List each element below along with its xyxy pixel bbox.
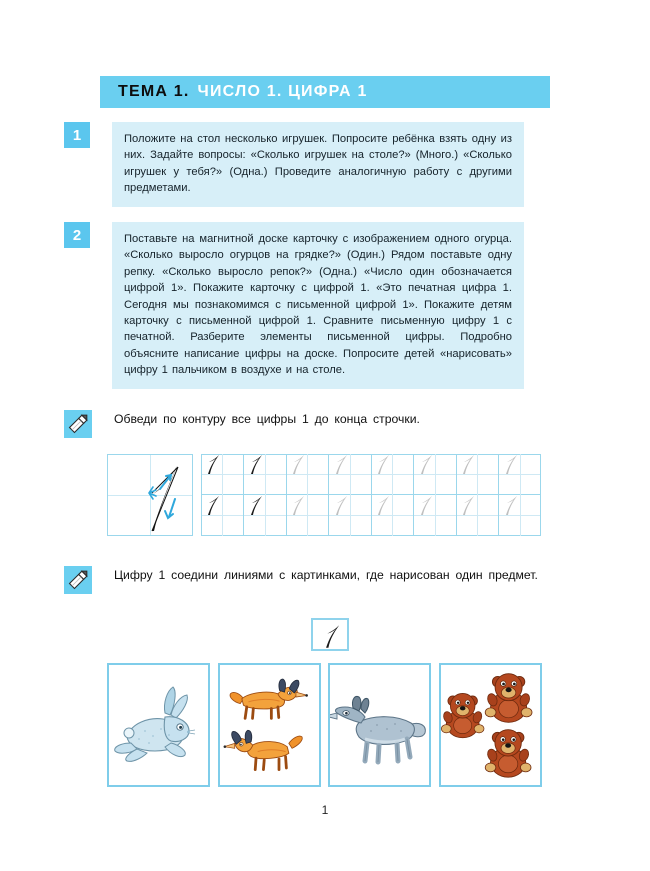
grid-vline	[350, 454, 351, 536]
grid-vline	[392, 454, 393, 536]
trace-digit-light[interactable]	[502, 454, 520, 475]
page-number: 1	[321, 803, 329, 817]
bear-icon	[441, 693, 484, 737]
grid-vline	[540, 454, 541, 536]
tracing-exercise[interactable]	[107, 454, 541, 536]
trace-digit-light[interactable]	[417, 495, 435, 516]
instruction-trace	[64, 410, 574, 438]
note-text-1: Положите на стол несколько игрушек. Попросите ребёнка взять одну из них. Задайте вопросы: «Сколько игрушек на столе?» (Много.) «Сколько игрушек у тебя?» (Одна.) Проведите аналогичную работу с другими предметами.	[124, 133, 512, 195]
topic-header	[100, 76, 550, 108]
hare-icon	[115, 687, 195, 761]
grid-vline	[201, 454, 202, 536]
picture-box-bears[interactable]	[439, 663, 542, 787]
instruction-connect	[64, 566, 574, 594]
grid-vline	[286, 454, 287, 536]
pencil-icon	[64, 566, 92, 594]
trace-digit-light[interactable]	[289, 495, 307, 516]
grid-vline	[477, 454, 478, 536]
grid-vline	[456, 454, 457, 536]
topic-label: ТЕМА 1.	[118, 83, 190, 100]
trace-digit-light[interactable]	[289, 454, 307, 475]
grid-vline	[435, 454, 436, 536]
grid-vline	[371, 454, 372, 536]
teacher-note-1	[64, 122, 524, 207]
fox-icon	[230, 679, 308, 718]
grid-vline	[265, 454, 266, 536]
trace-digit-light[interactable]	[502, 495, 520, 516]
bear-icon	[485, 674, 532, 723]
instruction-connect-text: Цифру 1 соедини линиями с картинками, где нарисован один предмет.	[114, 568, 538, 582]
grid-vline	[222, 454, 223, 536]
picture-box-wolf[interactable]	[328, 663, 431, 787]
picture-box-hare[interactable]	[107, 663, 210, 787]
trace-digit-light[interactable]	[374, 495, 392, 516]
trace-demo-box	[107, 454, 193, 536]
grid-vline	[307, 454, 308, 536]
note-badge-2: 2	[64, 222, 90, 248]
grid-vline	[243, 454, 244, 536]
trace-digit-light[interactable]	[459, 454, 477, 475]
grid-vline	[413, 454, 414, 536]
trace-digit-light[interactable]	[417, 454, 435, 475]
topic-title: ЧИСЛО 1. ЦИФРА 1	[197, 83, 368, 100]
trace-grid[interactable]	[201, 454, 541, 536]
fox-icon	[223, 730, 302, 769]
demo-digit-one	[108, 455, 194, 537]
pencil-icon	[64, 410, 92, 438]
trace-digit-light[interactable]	[332, 454, 350, 475]
grid-vline	[328, 454, 329, 536]
note-badge-1: 1	[64, 122, 90, 148]
picture-box-foxes[interactable]	[218, 663, 321, 787]
instruction-trace-text: Обведи по контуру все цифры 1 до конца строчки.	[114, 412, 420, 426]
grid-vline	[520, 454, 521, 536]
note-text-2: Поставьте на магнитной доске карточку с изображением одного огурца. «Сколько выросло огурцов на грядке?» (Один.) Рядом поставьте одну репку. «Сколько выросло репок?» (Одна.) «Число один обозначается цифрой 1». Покажите карточку с цифрой 1. «Это печатная цифра 1. Сегодня мы познакомимся с письменной цифрой 1». Покажите детям карточку с письменной цифрой 1. Сравните письменную цифру 1 с печатной. Разберите элементы письменной цифры. Подробно объясните написание цифры на доске. Попросите детей «нарисовать» цифру 1 пальчиком в воздухе и на столе.	[124, 233, 512, 377]
teacher-note-2	[64, 222, 524, 389]
digit-card-one[interactable]	[311, 618, 349, 651]
trace-digit-dark[interactable]	[247, 454, 265, 475]
trace-digit-dark[interactable]	[204, 495, 222, 516]
trace-digit-light[interactable]	[374, 454, 392, 475]
wolf-icon	[330, 696, 425, 762]
note-body-2	[112, 222, 524, 389]
note-body-1	[112, 122, 524, 207]
digit-one-glyph	[320, 624, 344, 649]
trace-digit-dark[interactable]	[204, 454, 222, 475]
bear-icon	[485, 730, 531, 778]
picture-row	[107, 663, 542, 787]
trace-digit-light[interactable]	[332, 495, 350, 516]
trace-digit-dark[interactable]	[247, 495, 265, 516]
grid-vline	[498, 454, 499, 536]
trace-digit-light[interactable]	[459, 495, 477, 516]
